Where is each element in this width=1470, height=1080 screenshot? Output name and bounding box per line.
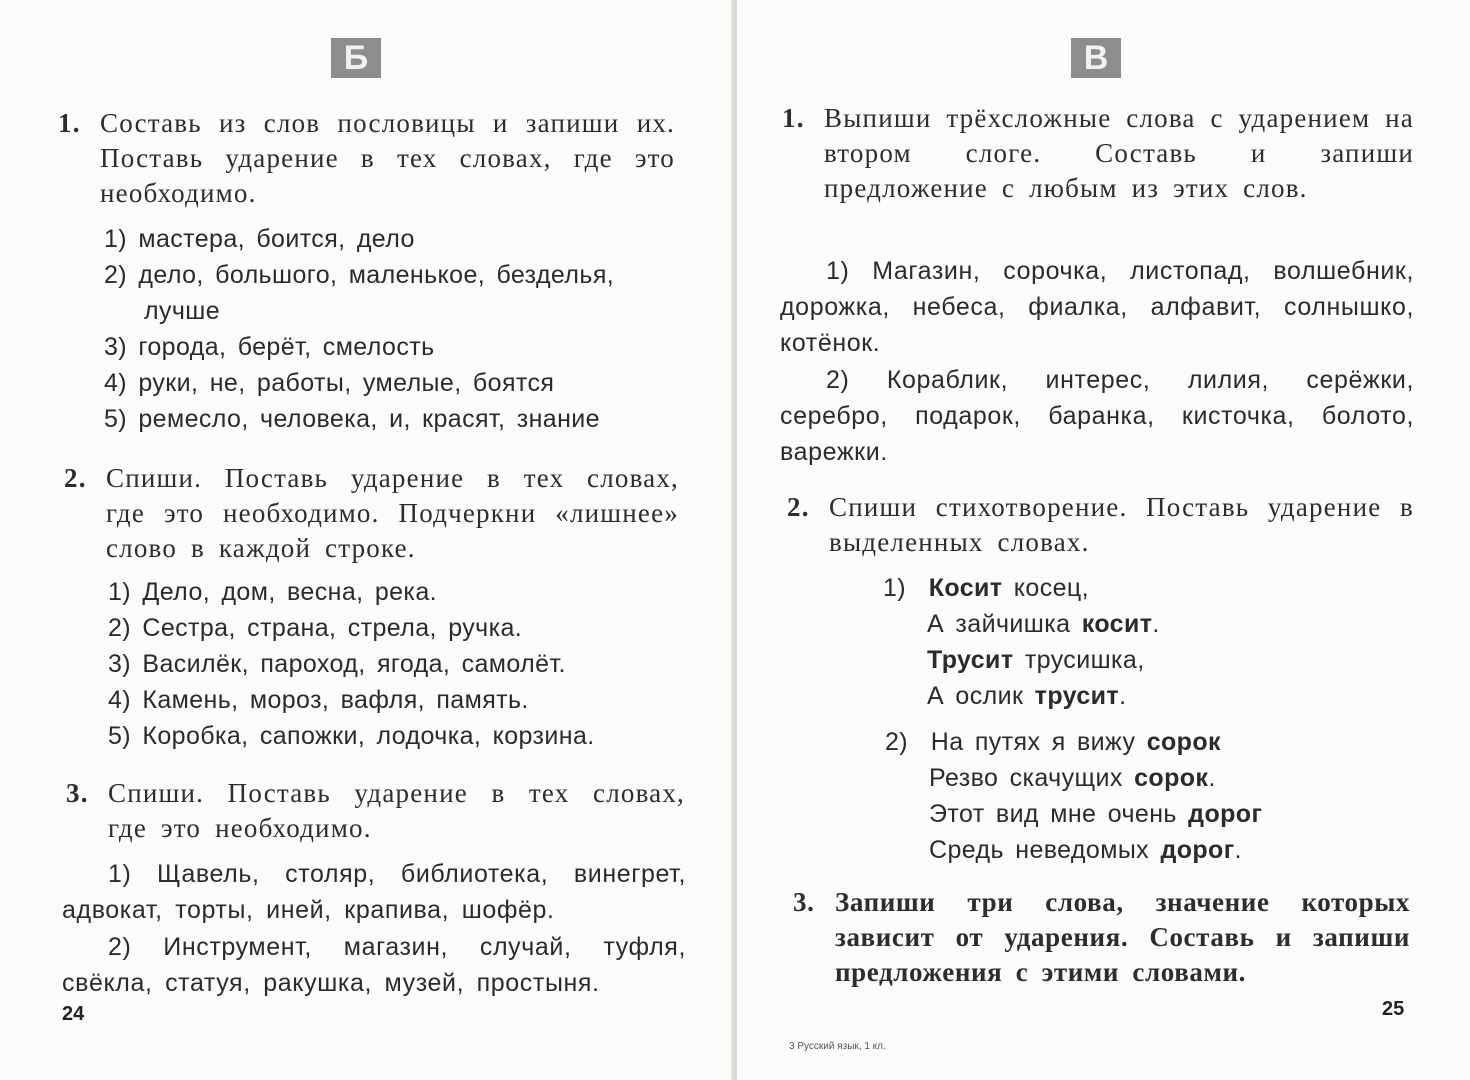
- list-item: 4) руки, не, работы, умелые, боятся: [104, 369, 555, 397]
- task-1-instruction: [58, 106, 675, 211]
- task-3-paragraph-2: [62, 929, 686, 1001]
- list-item: 3) Василёк, пароход, ягода, самолёт.: [108, 650, 566, 678]
- highlighted-word: дорог: [1188, 800, 1263, 828]
- footer-note: 3 Русский язык, 1 кл.: [789, 1041, 886, 1052]
- list-item: 1) мастера, боится, дело: [104, 225, 415, 253]
- list-item: 5) Коробка, сапожки, лодочка, корзина.: [108, 722, 595, 750]
- task-text: Спиши. Поставь ударение в тех словах, где это необходимо.: [108, 778, 685, 843]
- paragraph-text: 1) Щавель, столяр, библиотека, винегрет, адвокат, торты, иней, крапива, шофёр.: [62, 860, 686, 924]
- task-1-paragraph-1: [780, 253, 1414, 361]
- highlighted-word: трусит: [1034, 682, 1120, 710]
- poem-1: [883, 570, 1160, 714]
- poem-line: Средь неведомых дорог.: [929, 836, 1242, 864]
- list-item: 1) Дело, дом, весна, река.: [108, 578, 437, 606]
- task-text: Спиши стихотворение. Поставь ударение в выделенных словах.: [829, 492, 1414, 557]
- task-3-instruction: [793, 885, 1410, 990]
- task-2-instruction: [64, 461, 679, 566]
- list-item: 2) дело, большого, маленькое, безделья,: [104, 261, 615, 289]
- poem-label: 2): [885, 728, 909, 756]
- poem-line: Трусит трусишка,: [927, 646, 1145, 674]
- task-1-instruction: [782, 101, 1414, 206]
- paragraph-text: 2) Кораблик, интерес, лилия, серёжки, серебро, подарок, баранка, кисточка, болото, варежки.: [780, 366, 1414, 466]
- highlighted-word: сорок: [1146, 728, 1221, 756]
- highlighted-word: косит: [1081, 610, 1153, 638]
- highlighted-word: сорок: [1134, 764, 1209, 792]
- section-letter-v: В: [1071, 38, 1121, 78]
- task-text: Составь из слов пословицы и запиши их. Поставь ударение в тех словах, где это необходимо.: [100, 108, 675, 208]
- task-number: 3.: [66, 778, 89, 808]
- task-2-items: [108, 574, 595, 754]
- poem-line: А ослик трусит.: [927, 682, 1127, 710]
- task-3-instruction: [66, 776, 685, 846]
- highlighted-word: дорог: [1160, 836, 1235, 864]
- section-letter-b: Б: [331, 38, 381, 78]
- poem-label: 1): [883, 574, 907, 602]
- task-1-paragraph-2: [780, 362, 1414, 470]
- poem-line: А зайчишка косит.: [927, 610, 1160, 638]
- task-text: Спиши. Поставь ударение в тех словах, где это необходимо. Подчеркни «лишнее» слово в каждой строке.: [106, 463, 679, 563]
- poem-2: [885, 724, 1262, 868]
- task-text: Запиши три слова, значение которых зависит от ударения. Составь и запиши предложения с этими словами.: [835, 887, 1410, 987]
- highlighted-word: Косит: [928, 574, 1003, 602]
- left-page: [0, 0, 733, 1080]
- task-number: 1.: [782, 103, 805, 133]
- poem-line: Этот вид мне очень дорог: [929, 800, 1263, 828]
- task-3-paragraph-1: [62, 856, 686, 928]
- task-number: 2.: [64, 463, 87, 493]
- task-1-items: [104, 221, 614, 437]
- page-number: 25: [1382, 998, 1405, 1020]
- highlighted-word: Трусит: [927, 646, 1014, 674]
- task-text: Выпиши трёхсложные слова с ударением на втором слоге. Составь и запиши предложение с любым из этих слов.: [824, 103, 1414, 203]
- list-item: 4) Камень, мороз, вафля, память.: [108, 686, 529, 714]
- list-item-continuation: лучше: [144, 297, 221, 325]
- task-2-instruction: [787, 490, 1414, 560]
- list-item: 2) Сестра, страна, стрела, ручка.: [108, 614, 523, 642]
- poem-line: 2) На путях я вижу сорок: [885, 728, 1221, 756]
- paragraph-text: 2) Инструмент, магазин, случай, туфля, свёкла, статуя, ракушка, музей, простыня.: [62, 933, 686, 997]
- poem-line: Резво скачущих сорок.: [929, 764, 1216, 792]
- poem-line: 1) Косит косец,: [883, 574, 1089, 602]
- page-number: 24: [62, 1003, 85, 1025]
- right-page: [737, 0, 1470, 1080]
- task-number: 3.: [793, 887, 815, 917]
- list-item: 5) ремесло, человека, и, красят, знание: [104, 405, 600, 433]
- task-number: 2.: [787, 492, 810, 522]
- list-item: 3) города, берёт, смелость: [104, 333, 435, 361]
- paragraph-text: 1) Магазин, сорочка, листопад, волшебник, дорожка, небеса, фиалка, алфавит, солнышко, котёнок.: [780, 257, 1414, 357]
- task-number: 1.: [58, 108, 81, 138]
